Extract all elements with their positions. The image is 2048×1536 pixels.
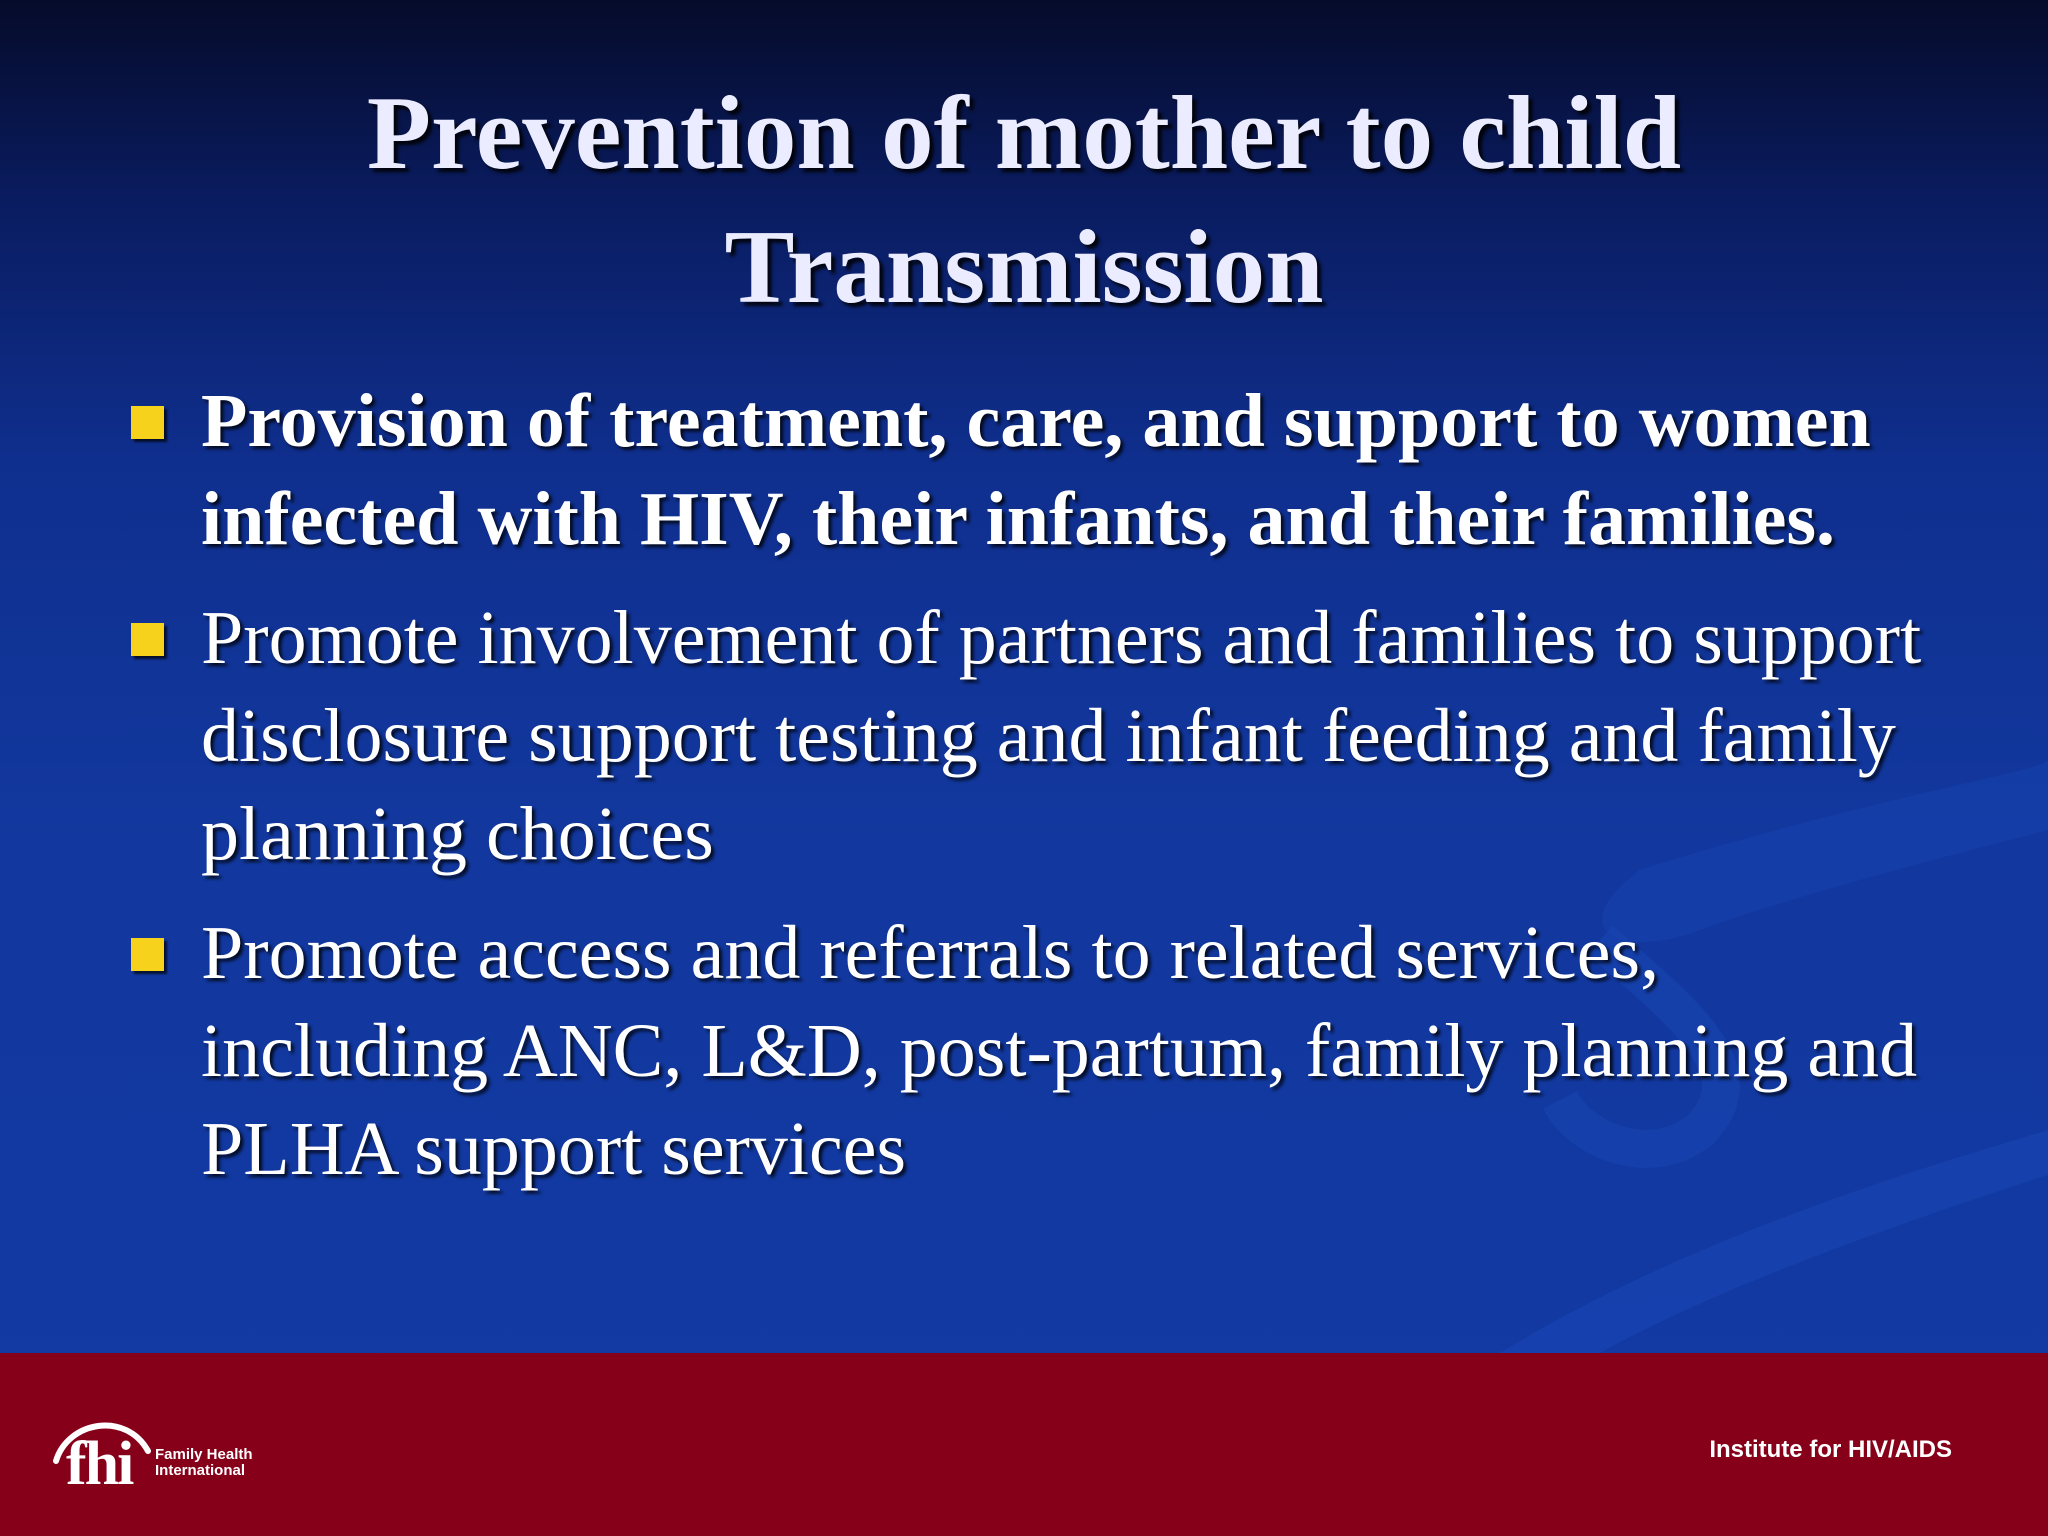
yellow-square-bullet-icon (131, 938, 164, 971)
bullet-item-partner-involvement (128, 589, 1958, 883)
bullet-list (128, 372, 1958, 1219)
yellow-square-bullet-icon (131, 406, 164, 439)
institute-label: Institute for HIV/AIDS (1709, 1436, 1952, 1463)
footer-band (0, 1353, 2048, 1536)
bullet-item-access-referrals (128, 904, 1958, 1198)
yellow-square-bullet-icon (131, 623, 164, 656)
bullet-item-treatment-care-support (128, 372, 1958, 568)
bullet-text: Promote involvement of partners and families to support disclosure support testing and infant feeding and family planning choices (201, 596, 1922, 876)
slide-title: Prevention of mother to child Transmission (366, 74, 1682, 325)
bullet-text: Provision of treatment, care, and support to women infected with HIV, their infants, and their families. (201, 379, 1871, 561)
bullet-text: Promote access and referrals to related services, including ANC, L&D, post-partum, family planning and PLHA support services (201, 911, 1918, 1191)
fhi-logo (48, 1403, 298, 1513)
logo-mark: fhi (66, 1430, 133, 1498)
logo-organization-name: Family Health International (155, 1446, 253, 1479)
